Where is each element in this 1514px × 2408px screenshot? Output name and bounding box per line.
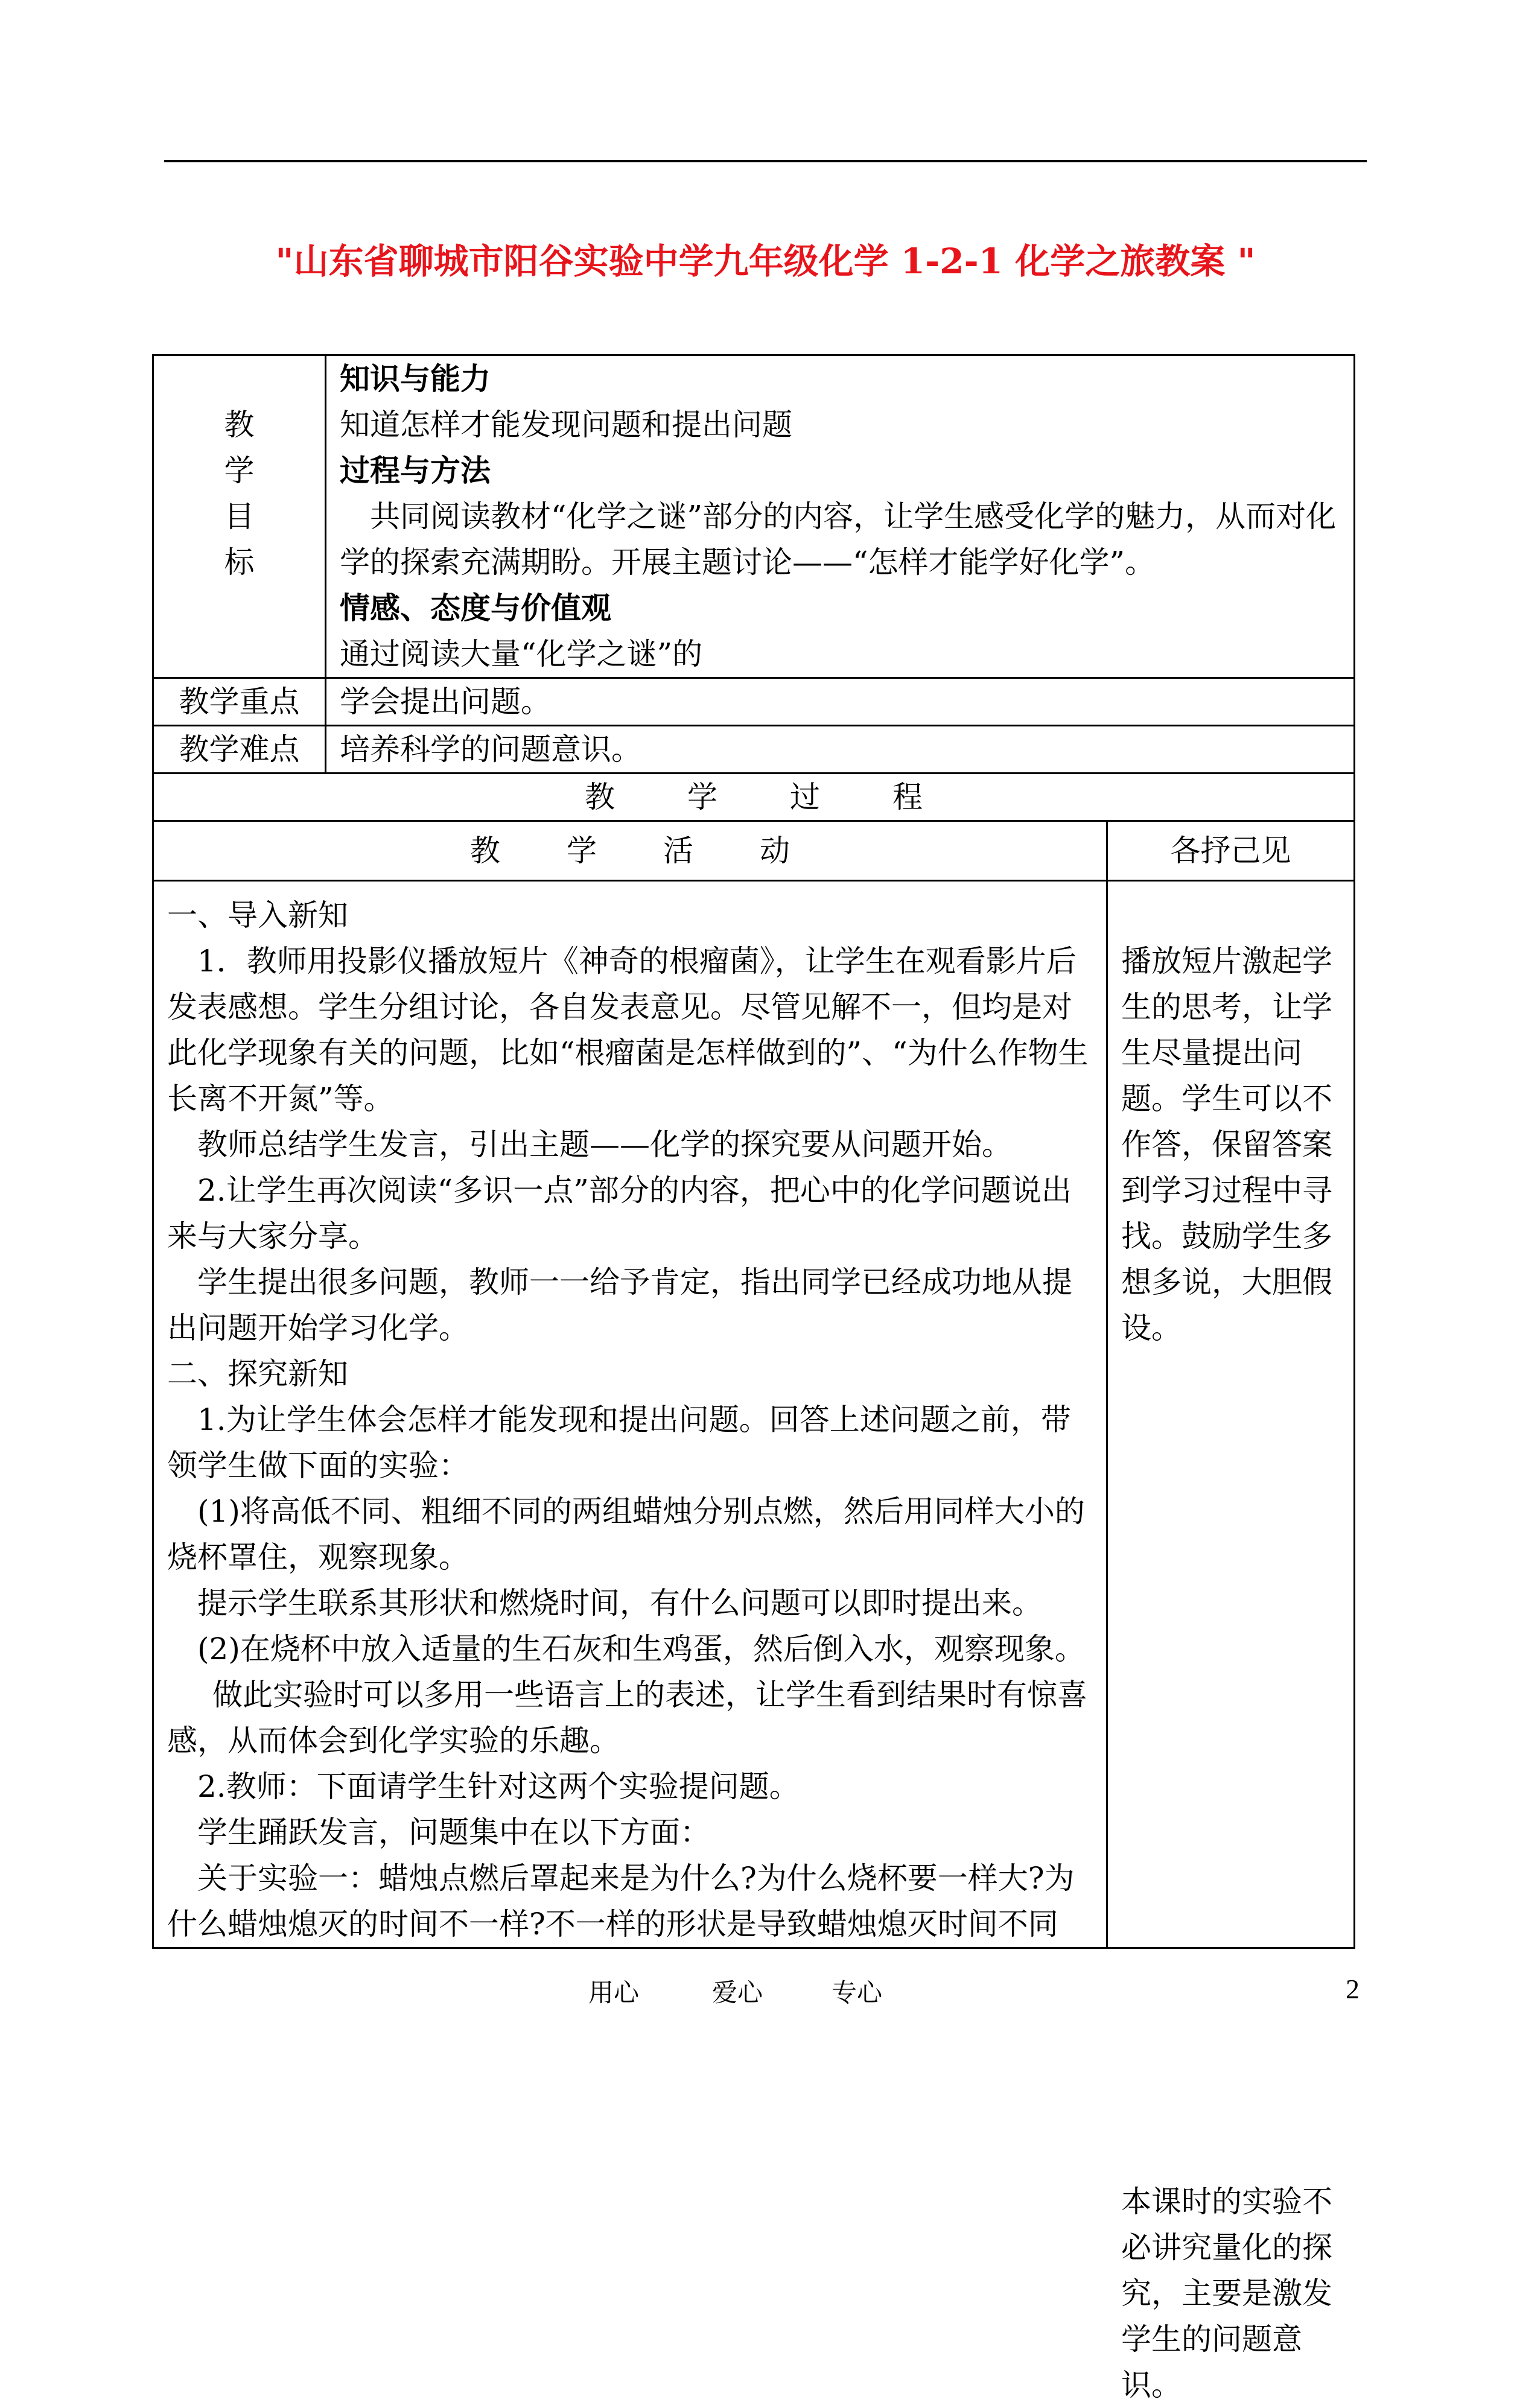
activity-paragraph: 1．教师用投影仪播放短片《神奇的根瘤菌》，让学生在观看影片后发表感想。学生分组讨论，各自发表意见。尽管见解不一，但均是对此化学现象有关的问题，比如“根瘤菌是怎样做到的”、“为什么作物生长离不开氮”等。 — [167, 944, 1089, 1116]
activity-paragraph: 2.让学生再次阅读“多识一点”部分的内容，把心中的化学问题说出来与大家分享。 — [167, 1173, 1072, 1254]
footer-motto: 爱心 — [712, 1978, 763, 2007]
objectives-label: 教 学 目 标 — [153, 355, 326, 678]
document-title: "山东省聊城市阳谷实验中学九年级化学 1-2-1 化学之旅教案 " — [275, 241, 1256, 282]
activity-content — [153, 881, 1107, 1948]
activity-header-row — [153, 821, 1355, 881]
difficulty-row — [153, 726, 1355, 774]
teacher-note: 本课时的实验不必讲究量化的探究，主要是激发学生的问题意识。 — [1121, 2184, 1332, 2403]
objective-text: 知道怎样才能发现问题和提出问题 — [340, 407, 792, 442]
process-header-row — [153, 774, 1355, 821]
objectives-row — [153, 355, 1355, 678]
activity-paragraph: 提示学生联系其形状和燃烧时间，有什么问题可以即时提出来。 — [197, 1586, 1042, 1621]
notes-header: 各抒己见 — [1107, 821, 1355, 881]
activity-body-row — [153, 881, 1355, 1948]
activity-paragraph: (1)将高低不同、粗细不同的两组蜡烛分别点燃，然后用同样大小的烧杯罩住，观察现象。 — [167, 1494, 1085, 1575]
section-heading: 二、探究新知 — [167, 1356, 348, 1391]
activity-paragraph: 学生提出很多问题，教师一一给予肯定，指出同学已经成功地从提出问题开始学习化学。 — [167, 1265, 1072, 1345]
difficulty-value: 培养科学的问题意识。 — [326, 726, 1355, 774]
activity-paragraph: 学生踊跃发言，问题集中在以下方面： — [197, 1815, 710, 1850]
objective-heading: 情感、态度与价值观 — [340, 590, 611, 626]
notes-content — [1107, 881, 1355, 2403]
key-point-value: 学会提出问题。 — [326, 678, 1355, 726]
activity-paragraph: 2.教师：下面请学生针对这两个实验提问题。 — [197, 1769, 800, 1804]
teacher-note: 播放短片激起学生的思考，让学生尽量提出问题。学生可以不作答，保留答案到学习过程中寻找。鼓励学生多想多说，大胆假设。 — [1121, 944, 1332, 1345]
key-point-row — [153, 678, 1355, 726]
objective-heading: 过程与方法 — [340, 453, 491, 488]
page-number: 2 — [1346, 1974, 1360, 2004]
objective-heading: 知识与能力 — [340, 361, 491, 396]
activity-header: 教 学 活 动 — [153, 821, 1107, 881]
activity-paragraph: 教师总结学生发言，引出主题——化学的探究要从问题开始。 — [197, 1127, 1012, 1162]
footer-motto: 专心 — [832, 1978, 883, 2007]
process-header: 教 学 过 程 — [153, 774, 1355, 821]
objectives-content — [326, 355, 1355, 678]
difficulty-label: 教学难点 — [153, 726, 326, 774]
header-rule — [164, 160, 1367, 162]
objective-text: 共同阅读教材“化学之谜”部分的内容，让学生感受化学的魅力，从而对化学的探索充满期盼。开展主题讨论——“怎样才能学好化学”。 — [340, 499, 1337, 580]
footer-motto: 用心 — [588, 1978, 640, 2007]
activity-paragraph: 做此实验时可以多用一些语言上的表述，让学生看到结果时有惊喜感，从而体会到化学实验的乐趣。 — [167, 1677, 1087, 1758]
key-point-label: 教学重点 — [153, 678, 326, 726]
activity-paragraph: 关于实验一：蜡烛点燃后罩起来是为什么?为什么烧杯要一样大?为什么蜡烛熄灭的时间不一样?不一样的形状是导致蜡烛熄灭时间不同 — [167, 1861, 1075, 1942]
section-heading: 一、导入新知 — [167, 898, 348, 933]
activity-paragraph: (2)在烧杯中放入适量的生石灰和生鸡蛋，然后倒入水，观察现象。 — [197, 1631, 1085, 1666]
objective-text: 通过阅读大量“化学之谜”的 — [340, 637, 703, 672]
activity-paragraph: 1.为让学生体会怎样才能发现和提出问题。回答上述问题之前，带领学生做下面的实验： — [167, 1402, 1071, 1483]
